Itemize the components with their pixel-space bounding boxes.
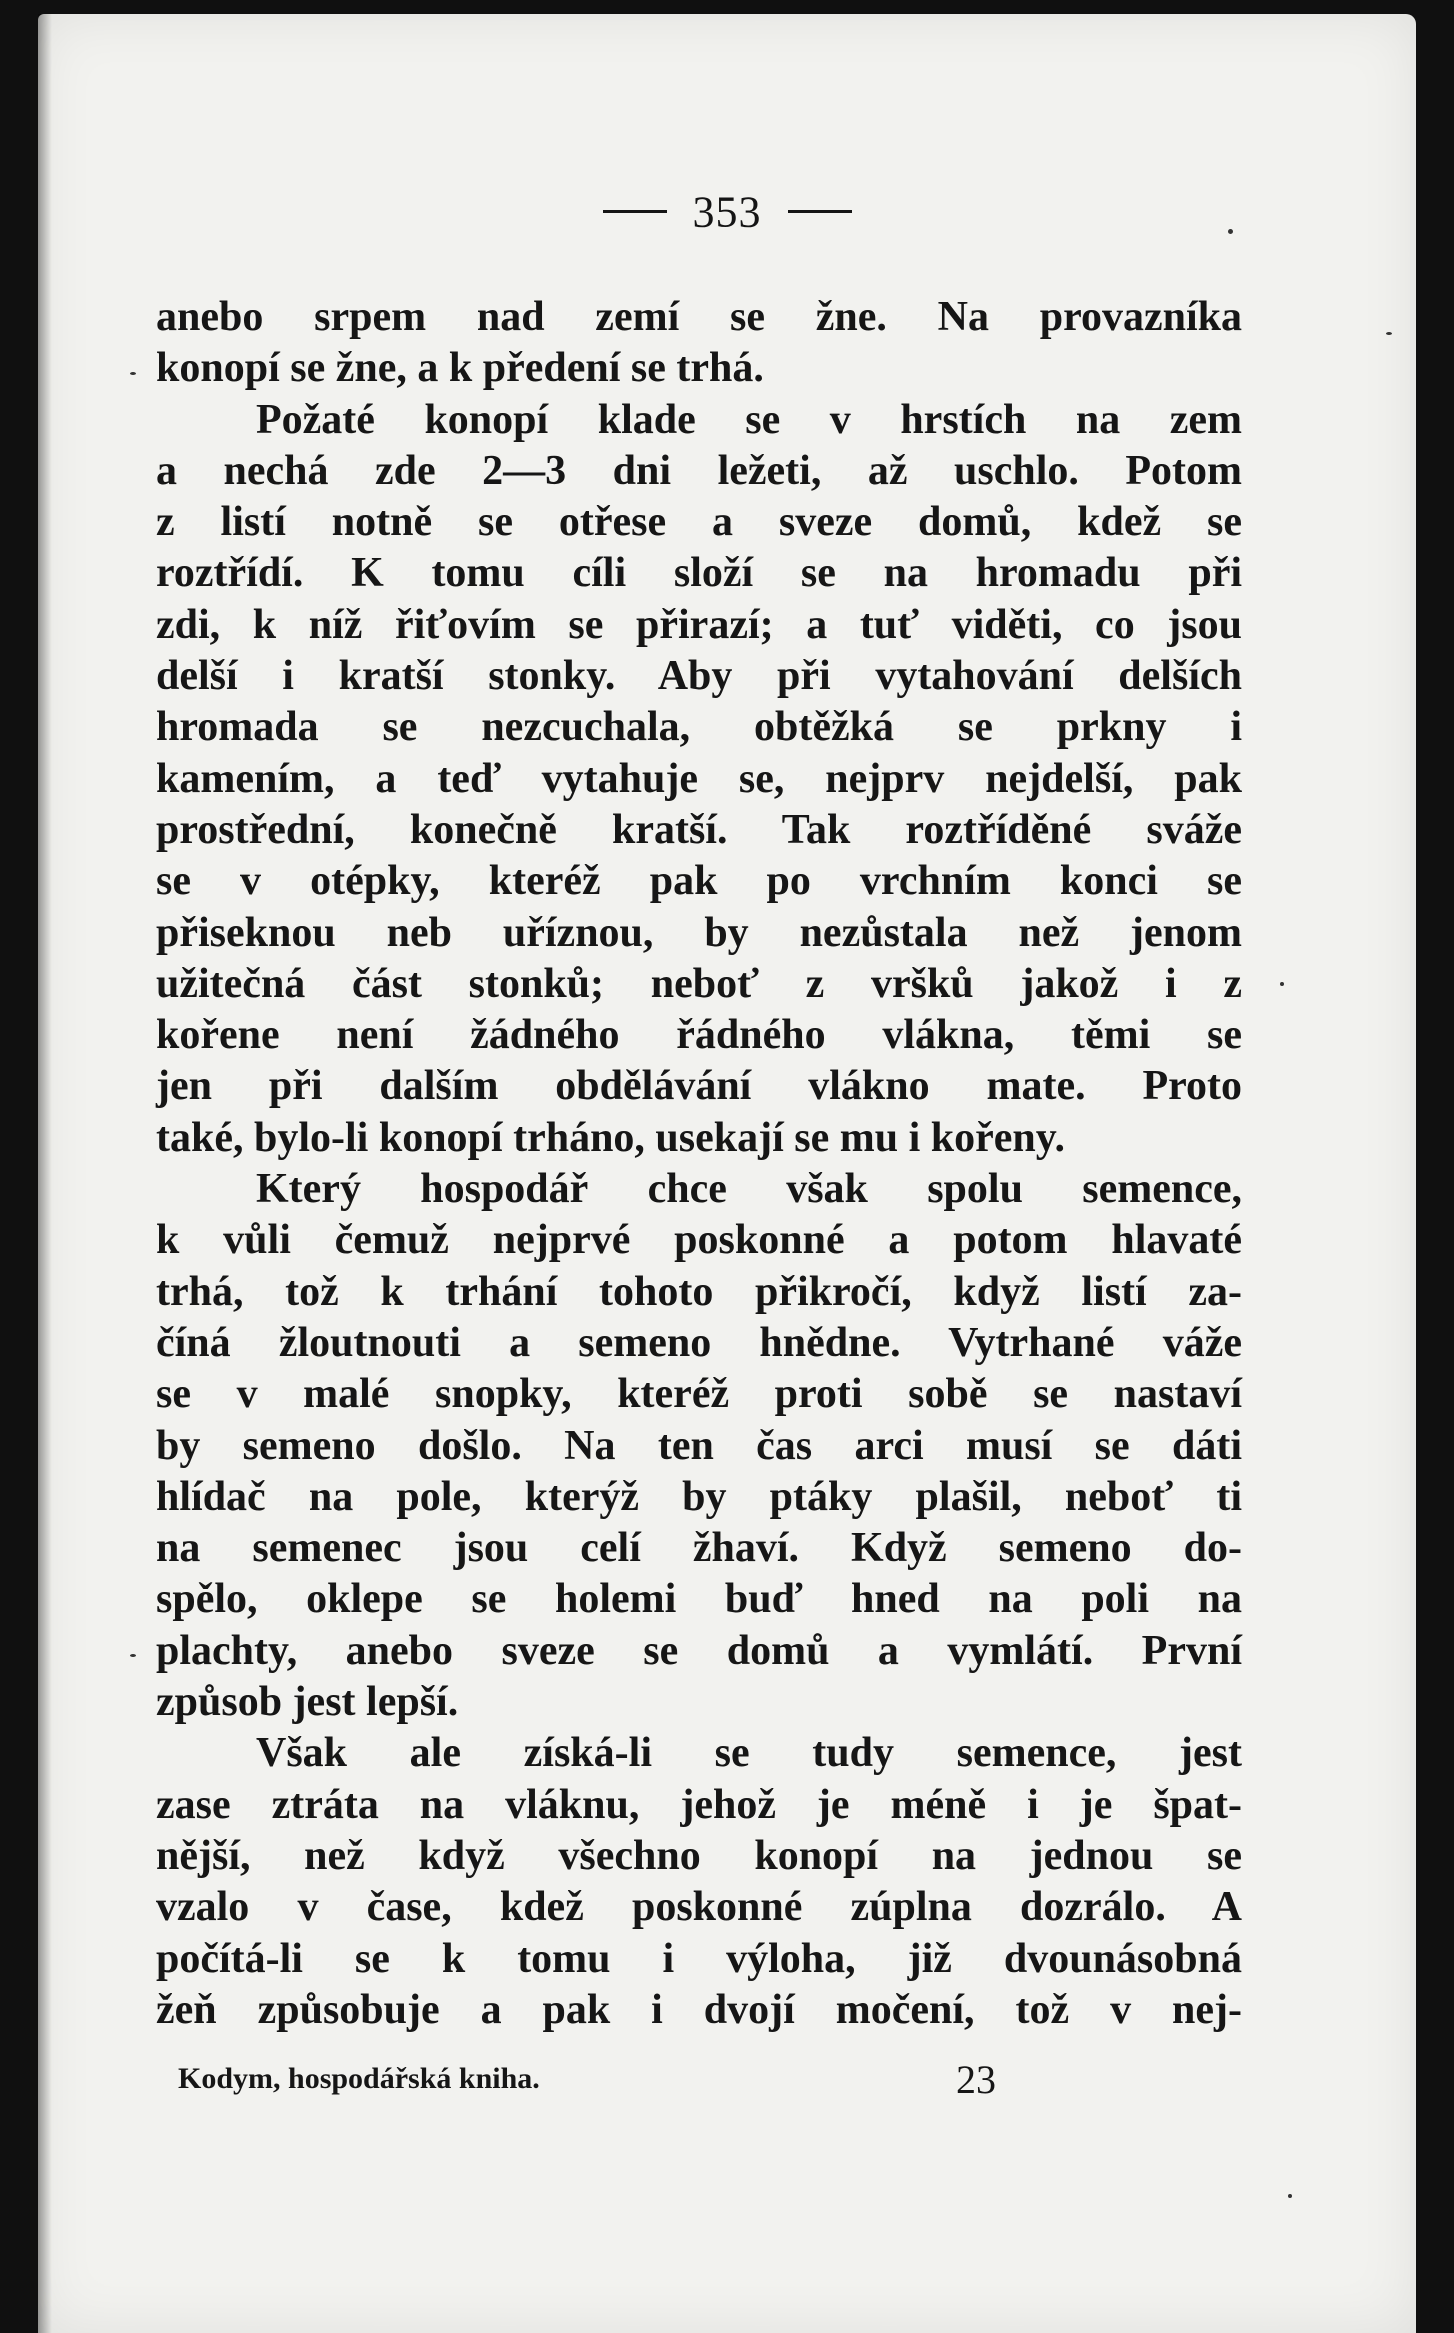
- text-line: konopí se žne, a k předení se trhá.: [156, 345, 764, 392]
- text-line: hromada se nezcuchala, obtěžká se prkny i: [156, 704, 1242, 751]
- text-line: prostřední, konečně kratší. Tak roztříděné sváže: [156, 806, 1242, 853]
- text-line: roztřídí. K tomu cíli složí se na hromadu při: [156, 550, 1242, 597]
- header-dash-right: [788, 210, 852, 213]
- text-line: počítá-li se k tomu i výloha, již dvounásobná: [156, 1935, 1242, 1982]
- text-line: užitečná část stonků; neboť z vršků jakož i z: [156, 960, 1242, 1007]
- text-line: Však ale získá-li se tudy semence, jest: [256, 1730, 1242, 1777]
- text-line: a nechá zde 2—3 dni ležeti, až uschlo. Potom: [156, 447, 1242, 494]
- print-speck: [1288, 2194, 1292, 2198]
- text-line: Požaté konopí klade se v hrstích na zem: [256, 396, 1242, 443]
- body-text: [156, 292, 1242, 2036]
- text-line: kamením, a teď vytahuje se, nejprv nejdelší, pak: [156, 755, 1242, 802]
- text-line: delší i kratší stonky. Aby při vytahování delších: [156, 653, 1242, 700]
- text-line: přiseknou neb uříznou, by nezůstala než jenom: [156, 909, 1242, 956]
- text-line: způsob jest lepší.: [156, 1679, 459, 1726]
- page-gutter-shadow: [38, 14, 52, 2333]
- text-line: spělo, oklepe se holemi buď hned na poli na: [156, 1576, 1242, 1623]
- text-line: žeň způsobuje a pak i dvojí močení, tož v nej-: [156, 1986, 1242, 2033]
- print-speck: [1228, 229, 1233, 234]
- page-header: [38, 182, 1416, 237]
- text-line: zase ztráta na vláknu, jehož je méně i je špat-: [156, 1781, 1242, 1828]
- header-dash-left: [603, 210, 667, 213]
- text-line: k vůli čemuž nejprvé poskonné a potom hlavaté: [156, 1217, 1242, 1264]
- text-line: hlídač na pole, kterýž by ptáky plašil, neboť ti: [156, 1473, 1242, 1520]
- text-line: vzalo v čase, kdež poskonné zúplna dozrálo. A: [156, 1884, 1242, 1931]
- text-line: na semenec jsou celí žhaví. Když semeno do-: [156, 1525, 1242, 1572]
- print-speck: [130, 372, 136, 375]
- text-line: plachty, anebo sveze se domů a vymlátí. První: [156, 1627, 1242, 1674]
- text-line: z listí notně se otřese a sveze domů, kdež se: [156, 499, 1242, 546]
- book-page: [38, 14, 1416, 2333]
- text-line: se v malé snopky, kteréž proti sobě se nastaví: [156, 1371, 1242, 1418]
- text-line: by semeno došlo. Na ten čas arci musí se dáti: [156, 1422, 1242, 1469]
- text-line: zdi, k níž řiťovím se přirazí; a tuť viděti, co jsou: [156, 601, 1242, 648]
- footer-book-title: Kodym, hospodářská kniha.: [178, 2062, 540, 2095]
- print-speck: [1280, 982, 1284, 986]
- text-line: také, bylo-li konopí trháno, usekají se mu i kořeny.: [156, 1114, 1065, 1161]
- text-line: Který hospodář chce však spolu semence,: [256, 1166, 1242, 1213]
- text-line: trhá, tož k trhání tohoto přikročí, když listí za-: [156, 1268, 1242, 1315]
- page-number: 353: [692, 187, 762, 237]
- text-line: kořene není žádného řádného vlákna, těmi se: [156, 1012, 1242, 1059]
- text-line: nější, než když všechno konopí na jednou se: [156, 1832, 1242, 1879]
- print-speck: [1386, 332, 1392, 335]
- text-line: se v otépky, kteréž pak po vrchním konci se: [156, 858, 1242, 905]
- page-footer: [178, 2056, 1178, 2106]
- print-speck: [130, 1654, 136, 1657]
- text-line: jen při dalším obdělávání vlákno mate. Proto: [156, 1063, 1242, 1110]
- text-line: číná žloutnouti a semeno hnědne. Vytrhané váže: [156, 1319, 1242, 1366]
- footer-signature-mark: 23: [956, 2057, 996, 2102]
- text-line: anebo srpem nad zemí se žne. Na provazníka: [156, 294, 1242, 340]
